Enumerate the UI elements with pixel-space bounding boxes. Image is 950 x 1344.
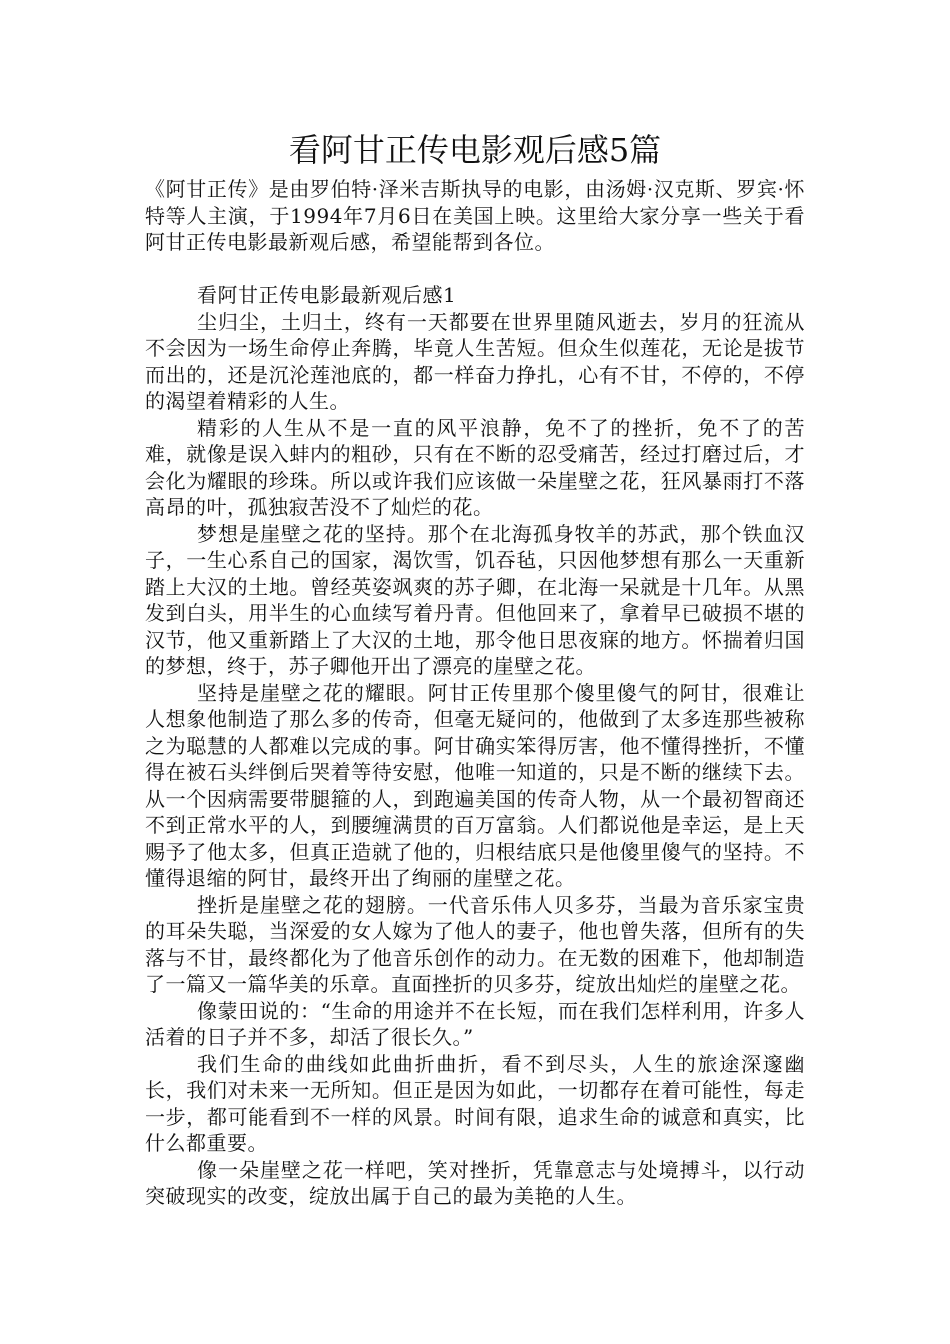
body-paragraph: 坚持是崖壁之花的耀眼。阿甘正传里那个傻里傻气的阿甘，很难让人想象他制造了那么多的传奇，但毫无疑问的，他做到了太多连那些被称之为聪慧的人都难以完成的事。阿甘确实笨得厉害，他不懂得挫折，不懂得在被石头绊倒后哭着等待安慰，他唯一知道的，只是不断的继续下去。从一个因病需要带腿箍的人，到跑遍美国的传奇人物，从一个最初智商还不到正常水平的人，到腰缠满贯的百万富翁。人们都说他是幸运，是上天赐予了他太多，但真正造就了他的，归根结底只是他傻里傻气的坚持。不懂得退缩的阿甘，最终开出了绚丽的崖壁之花。 bbox=[145, 680, 805, 890]
body-paragraph: 像蒙田说的：“生命的用途并不在长短，而在我们怎样利用，许多人活着的日子并不多，却活了很长久。” bbox=[145, 998, 805, 1049]
body-paragraph: 精彩的人生从不是一直的风平浪静，免不了的挫折，免不了的苦难，就像是误入蚌内的粗砂，只有在不断的忍受痛苦，经过打磨过后，才会化为耀眼的珍珠。所以或许我们应该做一朵崖壁之花，狂风暴雨打不落高昂的叶，孤独寂苦没不了灿烂的花。 bbox=[145, 415, 805, 519]
body-paragraph: 像一朵崖壁之花一样吧，笑对挫折，凭靠意志与处境搏斗，以行动突破现实的改变，绽放出属于自己的最为美艳的人生。 bbox=[145, 1157, 805, 1208]
body-paragraph: 尘归尘，土归土，终有一天都要在世界里随风逝去，岁月的狂流从不会因为一场生命停止奔腾，毕竟人生苦短。但众生似莲花，无论是拔节而出的，还是沉沦莲池底的，都一样奋力挣扎，心有不甘，不停的，不停的渴望着精彩的人生。 bbox=[145, 309, 805, 413]
section-heading: 看阿甘正传电影最新观后感1 bbox=[197, 283, 457, 307]
paragraph-spacer bbox=[145, 256, 805, 283]
document-body bbox=[145, 176, 805, 1210]
body-paragraph: 梦想是崖壁之花的坚持。那个在北海孤身牧羊的苏武，那个铁血汉子，一生心系自己的国家，渴饮雪，饥吞毡，只因他梦想有那么一天重新踏上大汉的土地。曾经英姿飒爽的苏子卿，在北海一呆就是十几年。从黑发到白头，用半生的心血续写着丹青。但他回来了，拿着早已破损不堪的汉节，他又重新踏上了大汉的土地，那令他日思夜寐的地方。怀揣着归国的梦想，终于，苏子卿他开出了漂亮的崖壁之花。 bbox=[145, 521, 805, 678]
body-paragraph: 挫折是崖壁之花的翅膀。一代音乐伟人贝多芬，当最为音乐家宝贵的耳朵失聪，当深爱的女人嫁为了他人的妻子，他也曾失落，但所有的失落与不甘，最终都化为了他音乐创作的动力。在无数的困难下，他却制造了一篇又一篇华美的乐章。直面挫折的贝多芬，绽放出灿烂的崖壁之花。 bbox=[145, 892, 805, 996]
document-title: 看阿甘正传电影观后感5篇 bbox=[288, 131, 662, 169]
intro-paragraph: 《阿甘正传》是由罗伯特·泽米吉斯执导的电影，由汤姆·汉克斯、罗宾·怀特等人主演，于1994年7月6日在美国上映。这里给大家分享一些关于看阿甘正传电影最新观后感，希望能帮到各位。 bbox=[145, 177, 805, 254]
body-paragraph: 我们生命的曲线如此曲折曲折，看不到尽头，人生的旅途深邃幽长，我们对未来一无所知。但正是因为如此，一切都存在着可能性，每走一步，都可能看到不一样的风景。时间有限，追求生命的诚意和真实，比什么都重要。 bbox=[145, 1051, 805, 1155]
